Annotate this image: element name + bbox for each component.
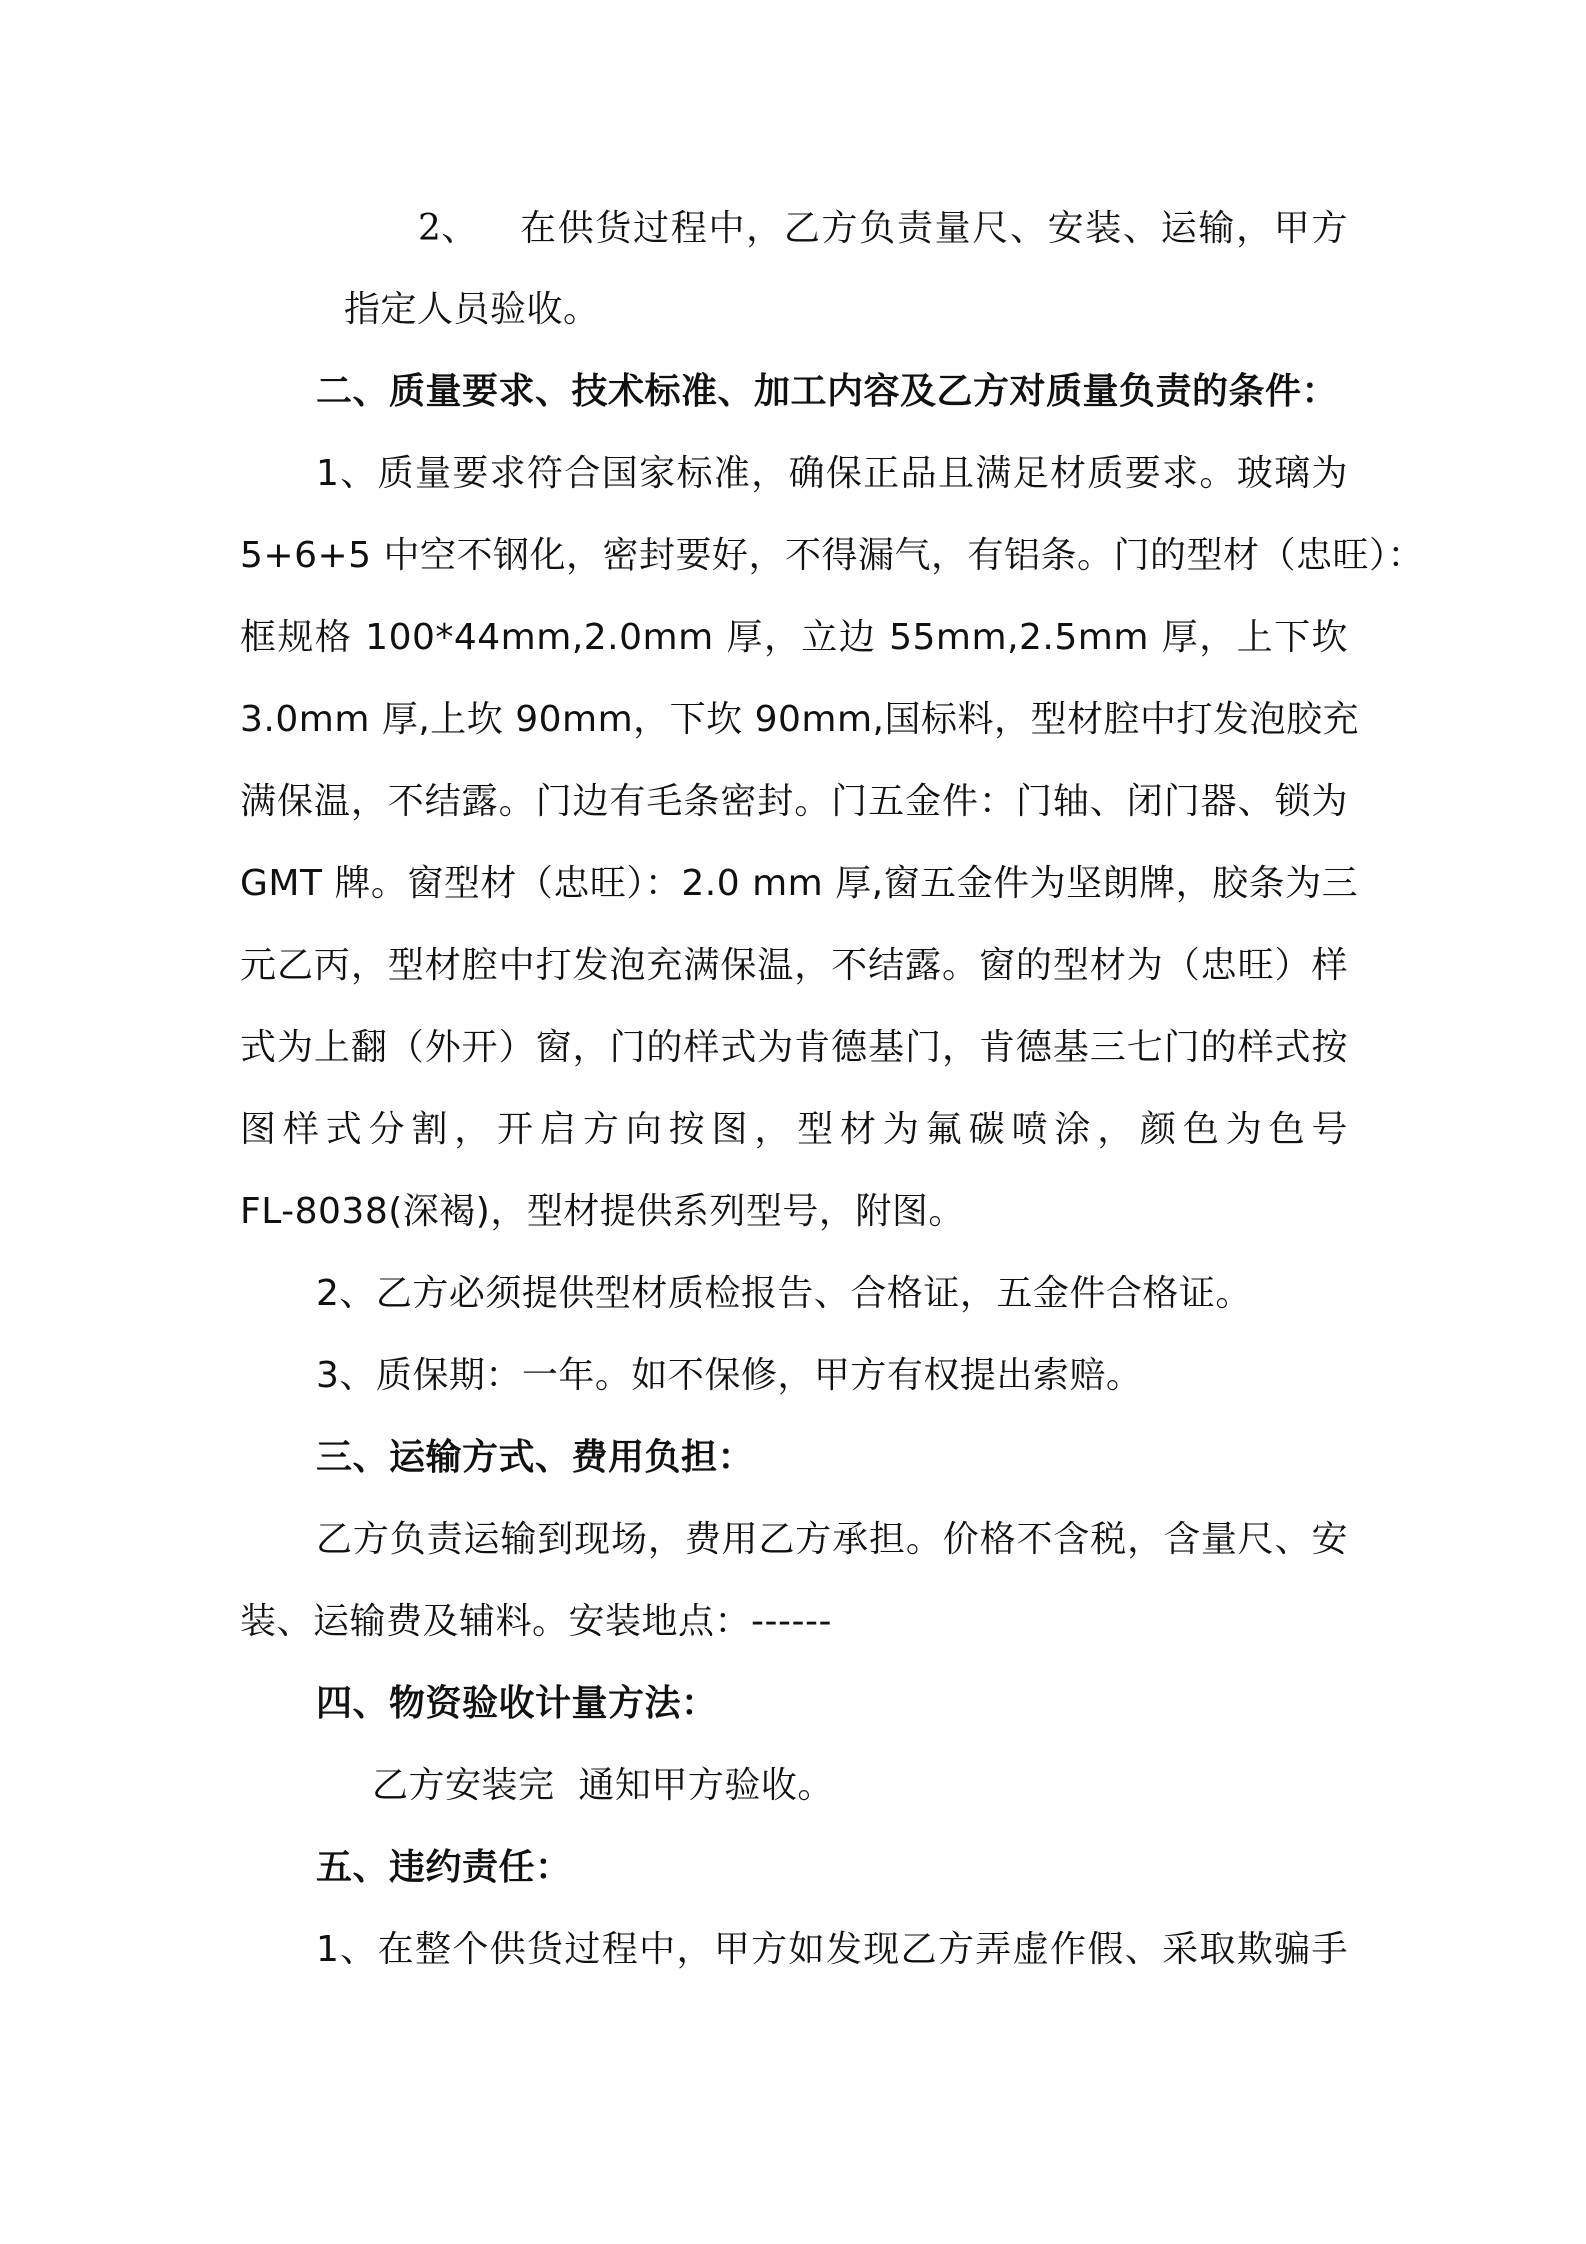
section4-text: 乙方安装完 通知甲方验收。 <box>372 1765 834 1806</box>
item2-line2: 指定人员验收。 <box>344 289 600 330</box>
item2-line1: 在供货过程中，乙方负责量尺、安装、运输，甲方 <box>520 208 1348 249</box>
section2-p1-line3: 框规格 100*44mm,2.0mm 厚，立边 55mm,2.5mm 厚，上下坎 <box>240 617 1348 658</box>
section2-p1-line9: 图样式分割，开启方向按图，型材为氟碳喷涂，颜色为色号 <box>240 1109 1348 1150</box>
section5-heading: 五、违约责任： <box>316 1847 572 1888</box>
section2-p1-line2: 5+6+5 中空不钢化，密封要好，不得漏气，有铝条。门的型材（忠旺）： <box>240 535 1424 576</box>
section3-heading: 三、运输方式、费用负担： <box>316 1437 755 1478</box>
section2-p3: 3、质保期：一年。如不保修，甲方有权提出索赔。 <box>316 1355 1143 1396</box>
section2-p1-line10: FL-8038(深褐)，型材提供系列型号，附图。 <box>240 1191 965 1232</box>
section5-p1-line1: 1、在整个供货过程中，甲方如发现乙方弄虚作假、采取欺骗手 <box>316 1929 1348 1970</box>
section2-p1-line4: 3.0mm 厚,上坎 90mm，下坎 90mm,国标料，型材腔中打发泡胶充 <box>240 699 1359 740</box>
section3-line2: 装、运输费及辅料。安装地点：------ <box>240 1601 832 1642</box>
section2-p2: 2、乙方必须提供型材质检报告、合格证，五金件合格证。 <box>316 1273 1252 1314</box>
item2-number: 2、 <box>418 208 478 249</box>
section2-p1-line8: 式为上翻（外开）窗，门的样式为肯德基门，肯德基三七门的样式按 <box>240 1027 1348 1068</box>
section2-p1-line1: 1、质量要求符合国家标准，确保正品且满足材质要求。玻璃为 <box>316 453 1348 494</box>
section2-heading: 二、质量要求、技术标准、加工内容及乙方对质量负责的条件： <box>316 371 1339 412</box>
section2-p1-line5: 满保温，不结露。门边有毛条密封。门五金件：门轴、闭门器、锁为 <box>240 781 1348 822</box>
section4-heading: 四、物资验收计量方法： <box>316 1683 718 1724</box>
section2-p1-line7: 元乙丙，型材腔中打发泡充满保温，不结露。窗的型材为（忠旺）样 <box>240 945 1348 986</box>
section2-p1-line6: GMT 牌。窗型材（忠旺）：2.0 mm 厚,窗五金件为坚朗牌，胶条为三 <box>240 863 1359 904</box>
section3-line1: 乙方负责运输到现场，费用乙方承担。价格不含税，含量尺、安 <box>316 1519 1348 1560</box>
